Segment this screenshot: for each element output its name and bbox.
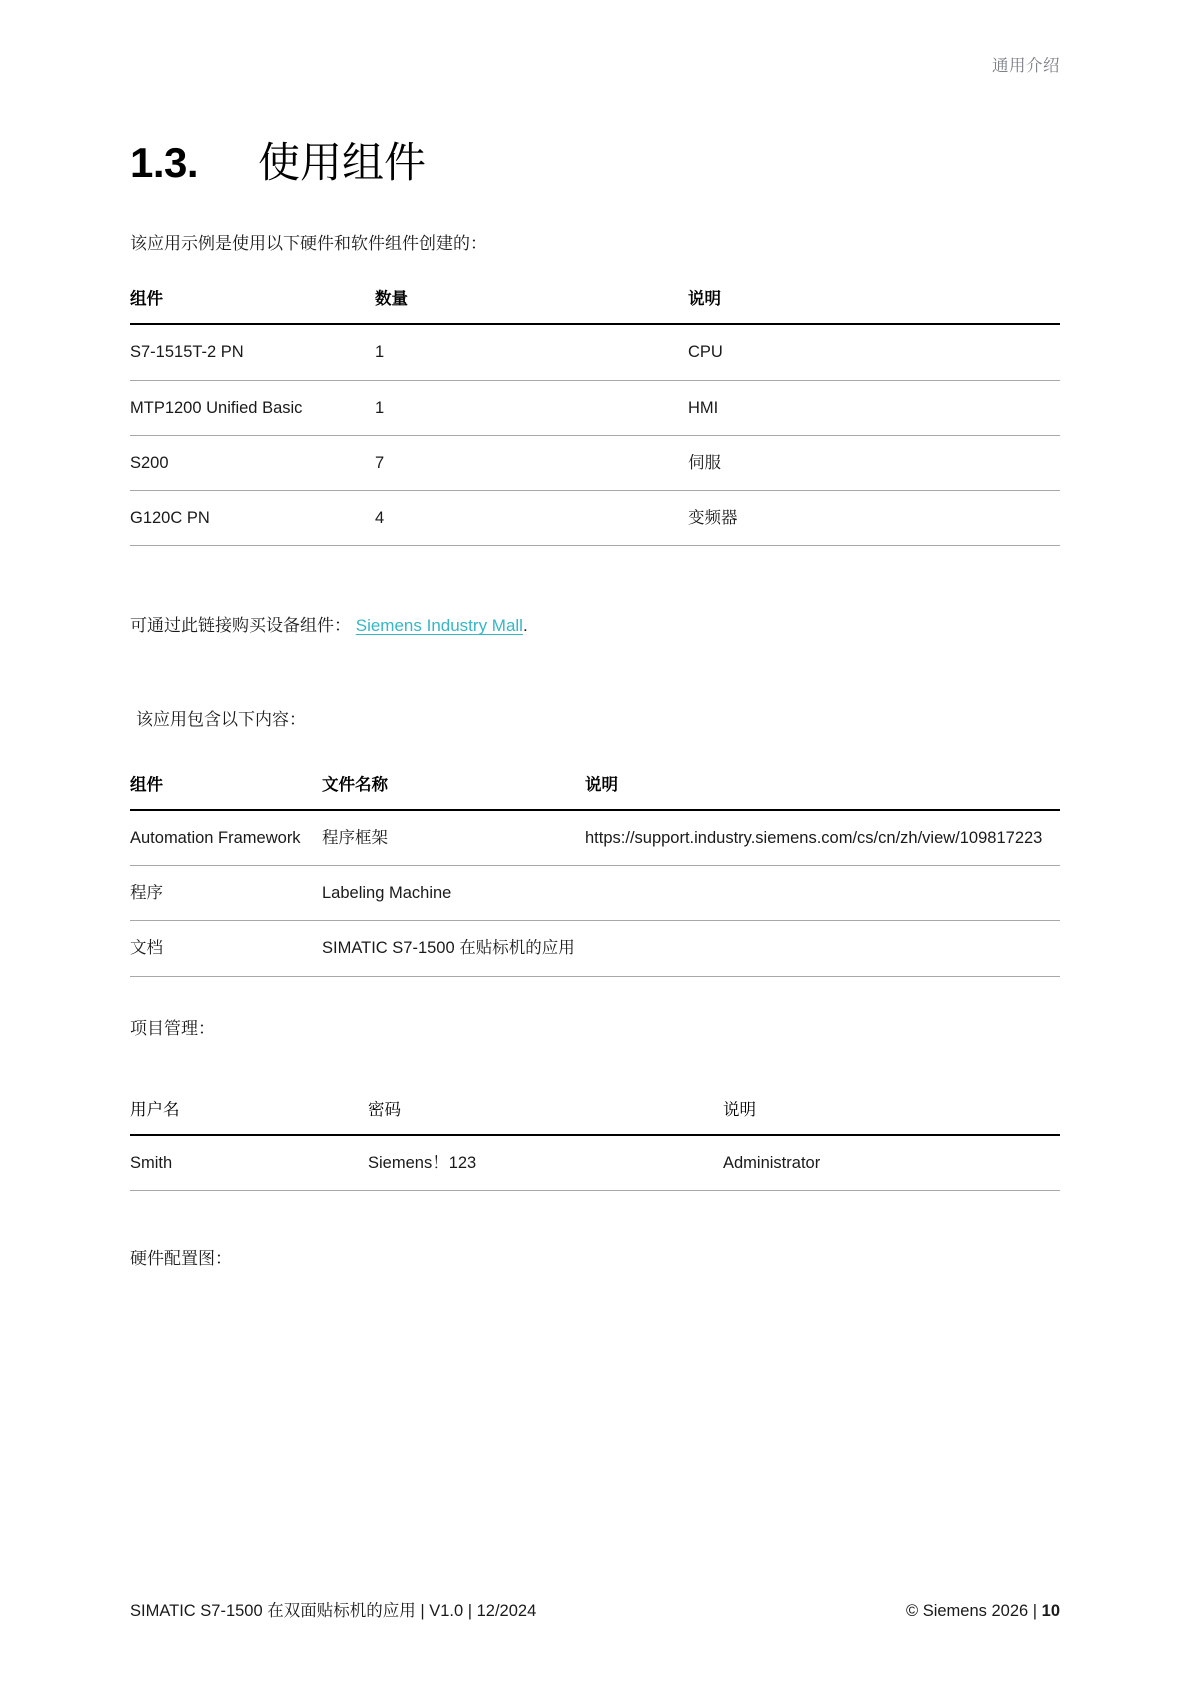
column-header-username: 用户名	[130, 1096, 368, 1135]
page-footer	[130, 1597, 1060, 1621]
table-row	[130, 324, 1060, 380]
footer-page-number: 10	[1041, 1602, 1060, 1620]
page-content	[130, 140, 1060, 1272]
cell-description	[585, 866, 1060, 921]
footer-document-title: SIMATIC S7-1500 在双面贴标机的应用 | V1.0 | 12/2024	[130, 1602, 537, 1620]
cell-component: MTP1200 Unified Basic	[130, 380, 375, 435]
intro-paragraph: 该应用示例是使用以下硬件和软件组件创建的：	[130, 234, 487, 254]
cell-description-url: https://support.industry.siemens.com/cs/cn/zh/view/109817223	[585, 810, 1060, 866]
column-header-component: 组件	[130, 285, 375, 324]
cell-component: Automation Framework	[130, 810, 322, 866]
contents-intro-paragraph: 该应用包含以下内容：	[136, 709, 306, 729]
table-header-row	[130, 771, 1060, 810]
column-header-description: 说明	[688, 285, 1060, 324]
footer-copyright-text: © Siemens 2026 |	[905, 1602, 1042, 1620]
table-row	[130, 810, 1060, 866]
column-header-quantity: 数量	[375, 285, 688, 324]
cell-file-name: 程序框架	[322, 810, 585, 866]
table-header-row	[130, 285, 1060, 324]
cell-quantity: 4	[375, 491, 688, 546]
spacer	[130, 1042, 1060, 1096]
heading-number: 1.3.	[130, 139, 199, 186]
cell-description: Administrator	[723, 1135, 1060, 1191]
table-row	[130, 435, 1060, 490]
cell-file-name: SIMATIC S7-1500 在贴标机的应用	[322, 921, 585, 976]
cell-description: 伺服	[688, 435, 1060, 490]
cell-description: CPU	[688, 324, 1060, 380]
column-header-description: 说明	[585, 771, 1060, 810]
cell-password: Siemens！123	[368, 1135, 723, 1191]
cell-component: S7-1515T-2 PN	[130, 324, 375, 380]
column-header-file-name: 文件名称	[322, 771, 585, 810]
cell-component: S200	[130, 435, 375, 490]
column-header-description: 说明	[723, 1096, 1060, 1135]
running-header: 通用介绍	[992, 57, 1060, 75]
spacer	[130, 977, 1060, 1015]
column-header-password: 密码	[368, 1096, 723, 1135]
users-table	[130, 1096, 1060, 1191]
table-row	[130, 1135, 1060, 1191]
page-title	[130, 140, 1060, 186]
table-row	[130, 866, 1060, 921]
cell-description: HMI	[688, 380, 1060, 435]
cell-component: 程序	[130, 866, 322, 921]
project-management-label: 项目管理：	[130, 1018, 215, 1038]
heading-text: 使用组件	[258, 139, 427, 186]
spacer	[130, 640, 1060, 706]
cell-description	[585, 921, 1060, 976]
mall-link-paragraph	[130, 612, 1060, 639]
components-table	[130, 285, 1060, 546]
cell-file-name: Labeling Machine	[322, 866, 585, 921]
cell-username: Smith	[130, 1135, 368, 1191]
cell-quantity: 7	[375, 435, 688, 490]
cell-component: 文档	[130, 921, 322, 976]
table-row	[130, 491, 1060, 546]
cell-description: 变频器	[688, 491, 1060, 546]
siemens-industry-mall-link[interactable]: Siemens Industry Mall	[355, 616, 523, 636]
column-header-component: 组件	[130, 771, 322, 810]
table-header-row	[130, 1096, 1060, 1135]
mall-link-suffix: .	[522, 616, 528, 636]
cell-component: G120C PN	[130, 491, 375, 546]
table-row	[130, 380, 1060, 435]
cell-quantity: 1	[375, 324, 688, 380]
spacer	[130, 1191, 1060, 1245]
cell-quantity: 1	[375, 380, 688, 435]
spacer	[130, 546, 1060, 612]
spacer	[130, 733, 1060, 771]
footer-copyright	[906, 1602, 1060, 1621]
contents-table	[130, 771, 1060, 977]
hardware-diagram-label: 硬件配置图：	[130, 1249, 232, 1269]
table-row	[130, 921, 1060, 976]
mall-link-prefix: 可通过此链接购买设备组件：	[130, 616, 351, 636]
